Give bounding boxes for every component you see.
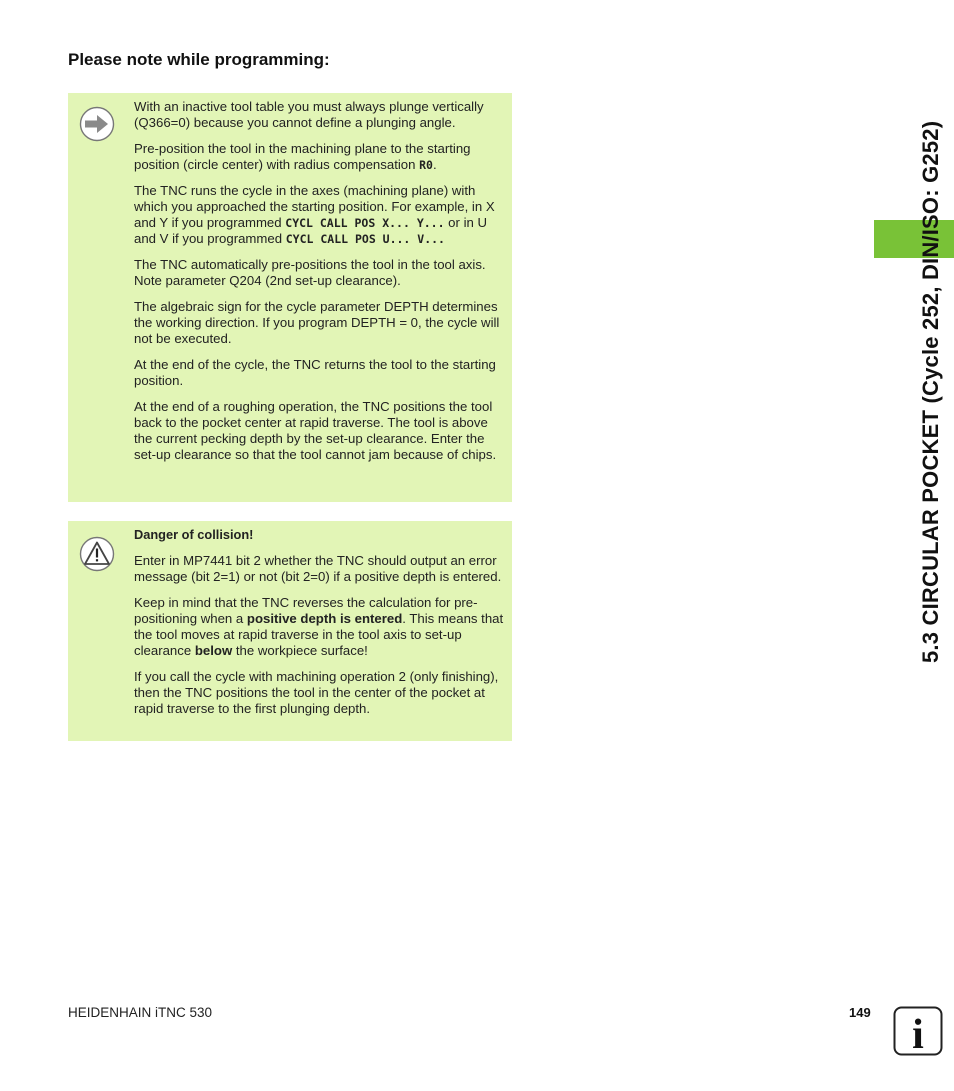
note-paragraph: If you call the cycle with machining operation 2 (only finishing), then the TNC positions the tool in the center of the pocket at rapid traverse to the first plunging depth. xyxy=(134,669,499,716)
note-paragraph: At the end of a roughing operation, the TNC positions the tool back to the pocket center at rapid traverse. The tool is above the current pecking depth by the set-up clearance. Enter the set-up clearance so that the tool cannot jam because of chips. xyxy=(134,399,497,462)
code-r0: R0 xyxy=(419,158,433,172)
text-run: . xyxy=(432,157,437,172)
note-paragraph: The algebraic sign for the cycle parameter DEPTH determines the working direction. If you program DEPTH = 0, the cycle will not be executed. xyxy=(134,299,500,346)
warning-icon xyxy=(79,536,115,572)
text-run: Pre-position the tool in the machining plane to the starting position (circle center) with radius compensation xyxy=(134,141,471,172)
code-cycl-call-uv: CYCL CALL POS U... V... xyxy=(285,232,445,246)
info-icon-letter: i xyxy=(912,1012,924,1056)
section-heading: Please note while programming: xyxy=(68,50,330,69)
note-paragraph: At the end of the cycle, the TNC returns the tool to the starting position. xyxy=(134,357,496,388)
text-run: Keep in mind that the TNC reverses the calculation for pre-positioning when a xyxy=(134,595,478,626)
page-number: 149 xyxy=(849,1005,871,1020)
arrow-right-icon xyxy=(79,106,115,142)
note-paragraph xyxy=(134,183,504,247)
text-run: or in U and V if you programmed xyxy=(134,215,488,246)
text-run: . This means that the tool moves at rapid traverse in the tool axis to set-up clearance xyxy=(134,611,504,658)
note-paragraph: The TNC automatically pre-positions the tool in the tool axis. Note parameter Q204 (2nd set-up clearance). xyxy=(134,257,486,288)
note-text xyxy=(134,99,504,473)
note-paragraph xyxy=(134,595,504,659)
bold-text: positive depth is entered xyxy=(246,611,403,626)
text-run: The TNC runs the cycle in the axes (machining plane) with which you approached the starting position. For example, in X and Y if you programmed xyxy=(134,183,495,230)
bold-text: below xyxy=(194,643,233,658)
footer-product-name: HEIDENHAIN iTNC 530 xyxy=(68,1005,213,1020)
code-cycl-call-xy: CYCL CALL POS X... Y... xyxy=(285,216,445,230)
info-icon xyxy=(893,1006,943,1056)
note-paragraph: Enter in MP7441 bit 2 whether the TNC should output an error message (bit 2=1) or not (bit 2=0) if a positive depth is entered. xyxy=(134,553,502,584)
note-box-info xyxy=(68,93,512,502)
note-text xyxy=(134,527,504,727)
note-paragraph xyxy=(134,141,504,173)
text-run: the workpiece surface! xyxy=(232,643,368,658)
warning-title: Danger of collision! xyxy=(134,527,254,542)
note-box-warning xyxy=(68,521,512,741)
note-paragraph: With an inactive tool table you must always plunge vertically (Q366=0) because you cannot define a plunging angle. xyxy=(134,99,484,130)
chapter-side-title: 5.3 CIRCULAR POCKET (Cycle 252, DIN/ISO: G252) xyxy=(918,120,943,663)
